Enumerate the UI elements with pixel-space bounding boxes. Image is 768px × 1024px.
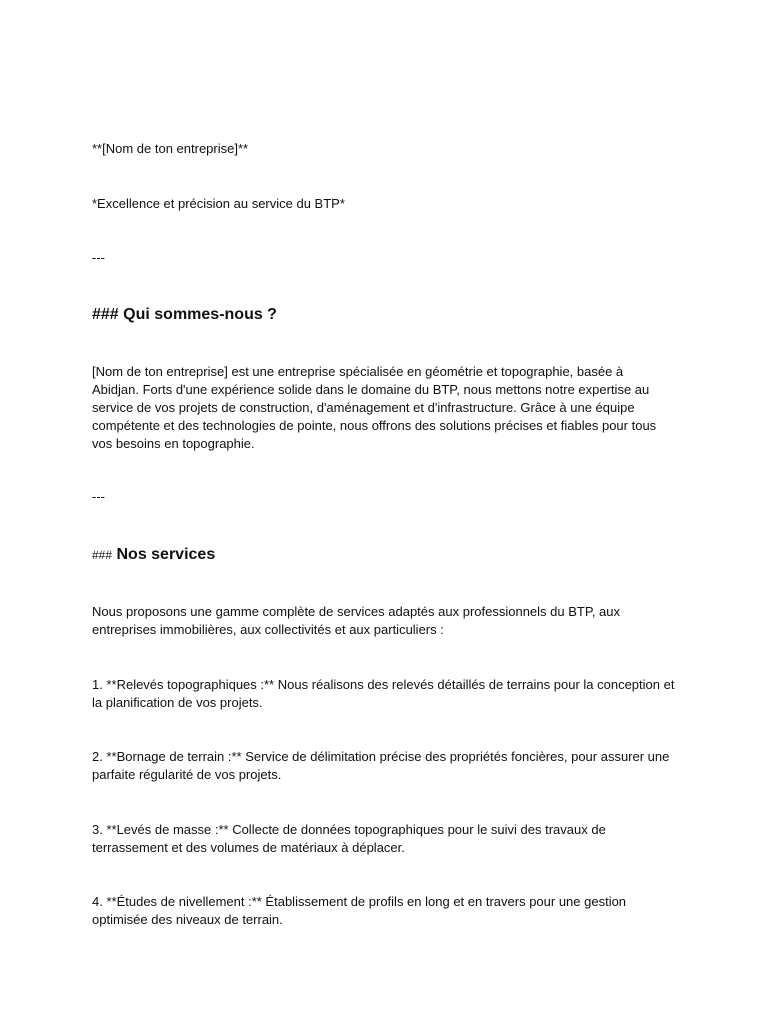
service-item: 4. **Études de nivellement :** Établissement de profils en long et en travers pour une gestion optimisée des niveaux de terrain. — [92, 894, 627, 927]
service-item: 1. **Relevés topographiques :** Nous réalisons des relevés détaillés de terrains pour la conception et la planification de vos projets. — [92, 677, 675, 710]
services-intro: Nous proposons une gamme complète de services adaptés aux professionnels du BTP, aux entreprises immobilières, aux collectivités et aux particuliers : — [92, 604, 621, 637]
tagline: *Excellence et précision au service du BTP* — [92, 196, 345, 211]
heading-hashes: ### — [92, 306, 119, 323]
separator-2: --- — [92, 489, 105, 504]
section-heading-about — [92, 305, 682, 325]
heading-title: Nos services — [116, 546, 216, 563]
heading-title: Qui sommes-nous ? — [123, 306, 277, 323]
heading-hashes: ### — [92, 548, 113, 562]
company-name-line: **[Nom de ton entreprise]** — [92, 141, 249, 156]
section-heading-services — [92, 545, 682, 565]
service-item: 2. **Bornage de terrain :** Service de délimitation précise des propriétés foncières, pour assurer une parfaite régularité de vos projets. — [92, 749, 670, 782]
about-paragraph: [Nom de ton entreprise] est une entreprise spécialisée en géométrie et topographie, basée à Abidjan. Forts d'une expérience solide dans le domaine du BTP, nous mettons notre expertise au service de vos projets de construction, d'aménagement et d'infrastructure. Grâce à une équipe compétente et des technologies de pointe, nous offrons des solutions précises et fiables pour tous vos besoins en topographie. — [92, 364, 657, 451]
service-item: 3. **Levés de masse :** Collecte de données topographiques pour le suivi des travaux de terrassement et des volumes de matériaux à déplacer. — [92, 822, 606, 855]
separator-1: --- — [92, 250, 105, 265]
